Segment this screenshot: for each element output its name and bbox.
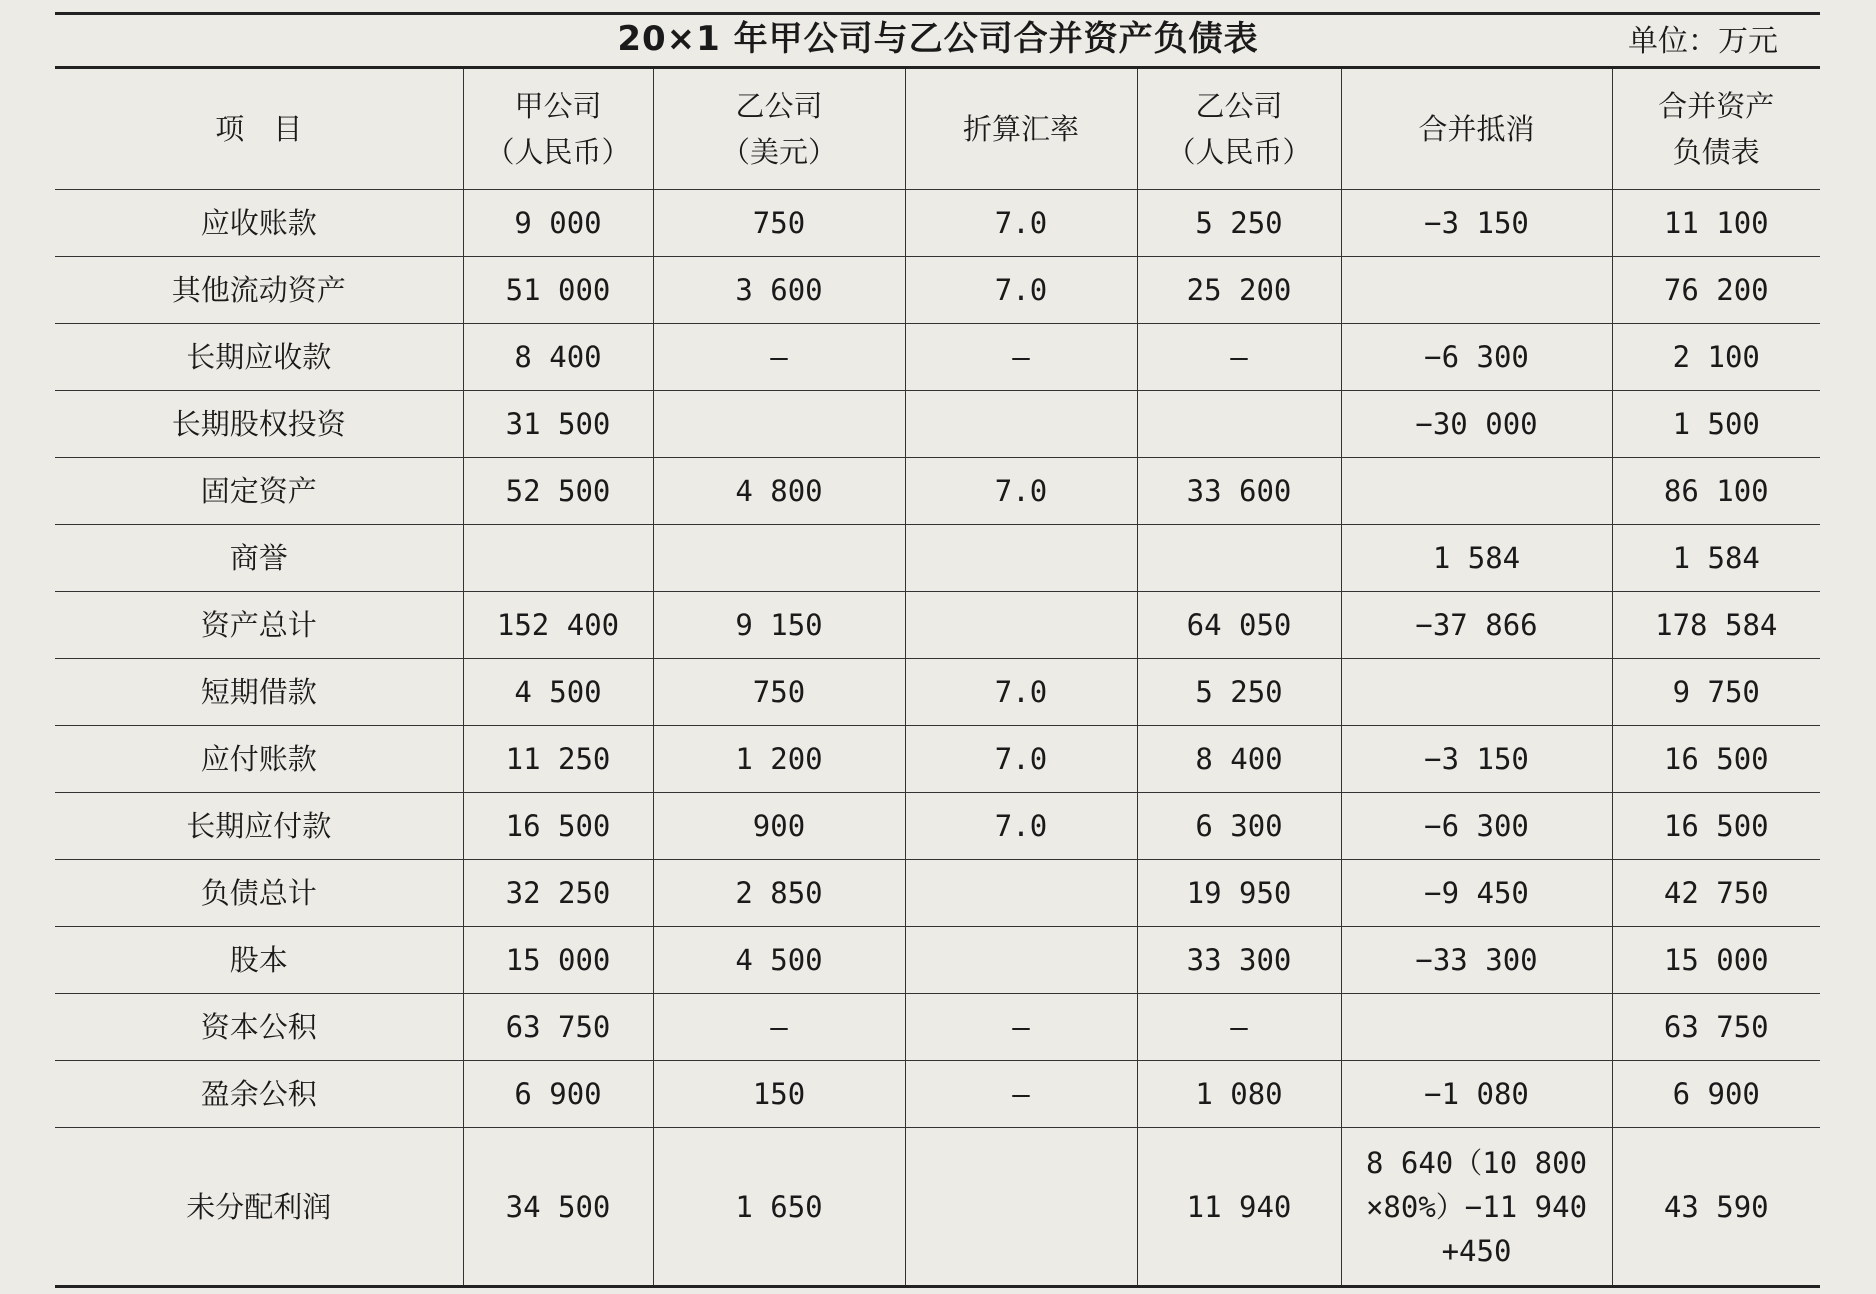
company-a-rmb-cell: 11 250: [463, 726, 653, 793]
elimination-cell: −30 000: [1341, 391, 1612, 458]
item-cell: 商誉: [55, 525, 463, 592]
unit-label: 单位：万元: [1628, 24, 1778, 59]
elimination-cell: −3 150: [1341, 726, 1612, 793]
col-header-company-b-rmb: 乙公司 （人民币）: [1137, 68, 1341, 190]
company-a-rmb-cell: 8 400: [463, 324, 653, 391]
company-b-rmb-cell: 33 600: [1137, 458, 1341, 525]
company-a-rmb-cell: 16 500: [463, 793, 653, 860]
elimination-cell: −37 866: [1341, 592, 1612, 659]
company-b-rmb-cell: [1137, 391, 1341, 458]
consolidated-cell: 43 590: [1612, 1128, 1820, 1287]
table-row: [55, 860, 1820, 927]
item-cell: 盈余公积: [55, 1061, 463, 1128]
item-cell: 其他流动资产: [55, 257, 463, 324]
elimination-cell: −6 300: [1341, 324, 1612, 391]
elimination-cell: [1341, 458, 1612, 525]
company-b-rmb-cell: 11 940: [1137, 1128, 1341, 1287]
company-b-usd-cell: 900: [653, 793, 905, 860]
item-cell: 长期应付款: [55, 793, 463, 860]
elimination-cell: −9 450: [1341, 860, 1612, 927]
consolidated-cell: 63 750: [1612, 994, 1820, 1061]
company-b-usd-cell: 3 600: [653, 257, 905, 324]
company-b-usd-cell: [653, 391, 905, 458]
exchange-rate-cell: 7.0: [905, 458, 1137, 525]
table-row: [55, 324, 1820, 391]
table-row: [55, 793, 1820, 860]
consolidated-cell: 178 584: [1612, 592, 1820, 659]
company-a-rmb-cell: 152 400: [463, 592, 653, 659]
company-b-usd-cell: 750: [653, 659, 905, 726]
company-a-rmb-cell: 15 000: [463, 927, 653, 994]
company-a-rmb-cell: 32 250: [463, 860, 653, 927]
company-b-usd-cell: 4 800: [653, 458, 905, 525]
company-a-rmb-cell: 9 000: [463, 190, 653, 257]
item-cell: 资产总计: [55, 592, 463, 659]
table-row: [55, 257, 1820, 324]
elimination-cell: −33 300: [1341, 927, 1612, 994]
exchange-rate-cell: —: [905, 324, 1137, 391]
item-cell: 短期借款: [55, 659, 463, 726]
consolidated-cell: 2 100: [1612, 324, 1820, 391]
elimination-cell: −6 300: [1341, 793, 1612, 860]
company-b-usd-cell: [653, 525, 905, 592]
company-b-rmb-cell: 64 050: [1137, 592, 1341, 659]
company-b-usd-cell: 1 200: [653, 726, 905, 793]
table-row: [55, 659, 1820, 726]
table-row: [55, 458, 1820, 525]
exchange-rate-cell: —: [905, 994, 1137, 1061]
consolidated-cell: 6 900: [1612, 1061, 1820, 1128]
table-row: [55, 190, 1820, 257]
company-b-rmb-cell: 6 300: [1137, 793, 1341, 860]
table-row: [55, 391, 1820, 458]
consolidated-cell: 11 100: [1612, 190, 1820, 257]
table-row: [55, 927, 1820, 994]
table-row: [55, 1061, 1820, 1128]
consolidated-cell: 1 584: [1612, 525, 1820, 592]
item-cell: 长期应收款: [55, 324, 463, 391]
company-b-usd-cell: —: [653, 324, 905, 391]
table-row: [55, 1128, 1820, 1287]
consolidated-cell: 15 000: [1612, 927, 1820, 994]
elimination-note-line: 8 640（10 800: [1365, 1145, 1588, 1180]
elimination-cell: [1341, 994, 1612, 1061]
item-cell: 股本: [55, 927, 463, 994]
exchange-rate-cell: 7.0: [905, 257, 1137, 324]
company-b-rmb-cell: 5 250: [1137, 659, 1341, 726]
item-cell: 负债总计: [55, 860, 463, 927]
company-b-rmb-cell: [1137, 525, 1341, 592]
company-a-rmb-cell: 6 900: [463, 1061, 653, 1128]
elimination-cell: 1 584: [1341, 525, 1612, 592]
company-b-usd-cell: 2 850: [653, 860, 905, 927]
header-row: [55, 68, 1820, 190]
col-header-consolidated: 合并资产 负债表: [1612, 68, 1820, 190]
table-row: [55, 592, 1820, 659]
company-b-rmb-cell: 5 250: [1137, 190, 1341, 257]
elimination-cell: [1341, 1128, 1612, 1287]
elimination-note-line: +450: [1441, 1233, 1512, 1268]
company-b-rmb-cell: —: [1137, 994, 1341, 1061]
exchange-rate-cell: 7.0: [905, 190, 1137, 257]
item-cell: 未分配利润: [55, 1128, 463, 1287]
consolidated-cell: 76 200: [1612, 257, 1820, 324]
company-b-usd-cell: —: [653, 994, 905, 1061]
company-a-rmb-cell: 4 500: [463, 659, 653, 726]
company-b-usd-cell: 4 500: [653, 927, 905, 994]
exchange-rate-cell: 7.0: [905, 659, 1137, 726]
company-b-rmb-cell: 1 080: [1137, 1061, 1341, 1128]
exchange-rate-cell: 7.0: [905, 726, 1137, 793]
company-b-rmb-cell: 8 400: [1137, 726, 1341, 793]
item-cell: 应付账款: [55, 726, 463, 793]
company-a-rmb-cell: [463, 525, 653, 592]
elimination-cell: −1 080: [1341, 1061, 1612, 1128]
exchange-rate-cell: [905, 391, 1137, 458]
company-b-rmb-cell: 25 200: [1137, 257, 1341, 324]
company-b-rmb-cell: 33 300: [1137, 927, 1341, 994]
item-cell: 资本公积: [55, 994, 463, 1061]
item-cell: 长期股权投资: [55, 391, 463, 458]
col-header-elimination: 合并抵消: [1341, 68, 1612, 190]
table-row: [55, 726, 1820, 793]
company-b-rmb-cell: 19 950: [1137, 860, 1341, 927]
item-cell: 固定资产: [55, 458, 463, 525]
table-title: 20×1 年甲公司与乙公司合并资产负债表: [617, 19, 1259, 59]
consolidated-cell: 16 500: [1612, 793, 1820, 860]
elimination-cell: [1341, 659, 1612, 726]
col-header-company-b-usd: 乙公司 （美元）: [653, 68, 905, 190]
consolidated-cell: 86 100: [1612, 458, 1820, 525]
exchange-rate-cell: [905, 927, 1137, 994]
elimination-cell: [1341, 257, 1612, 324]
exchange-rate-cell: [905, 1128, 1137, 1287]
company-a-rmb-cell: 34 500: [463, 1128, 653, 1287]
item-cell: 应收账款: [55, 190, 463, 257]
exchange-rate-cell: 7.0: [905, 793, 1137, 860]
company-b-usd-cell: 750: [653, 190, 905, 257]
company-b-rmb-cell: —: [1137, 324, 1341, 391]
table-row: [55, 525, 1820, 592]
company-a-rmb-cell: 31 500: [463, 391, 653, 458]
exchange-rate-cell: [905, 860, 1137, 927]
exchange-rate-cell: [905, 525, 1137, 592]
company-a-rmb-cell: 51 000: [463, 257, 653, 324]
exchange-rate-cell: —: [905, 1061, 1137, 1128]
company-b-usd-cell: 150: [653, 1061, 905, 1128]
col-header-item: 项 目: [55, 68, 463, 190]
consolidated-balance-sheet-table: [55, 66, 1820, 1288]
company-b-usd-cell: 1 650: [653, 1128, 905, 1287]
elimination-cell: −3 150: [1341, 190, 1612, 257]
company-b-usd-cell: 9 150: [653, 592, 905, 659]
company-a-rmb-cell: 52 500: [463, 458, 653, 525]
consolidated-cell: 16 500: [1612, 726, 1820, 793]
col-header-company-a-rmb: 甲公司 （人民币）: [463, 68, 653, 190]
consolidated-cell: 9 750: [1612, 659, 1820, 726]
company-a-rmb-cell: 63 750: [463, 994, 653, 1061]
table-row: [55, 994, 1820, 1061]
consolidated-cell: 42 750: [1612, 860, 1820, 927]
col-header-exchange-rate: 折算汇率: [905, 68, 1137, 190]
consolidated-cell: 1 500: [1612, 391, 1820, 458]
exchange-rate-cell: [905, 592, 1137, 659]
table-body: [55, 190, 1820, 1287]
elimination-note-line: ×80%）−11 940: [1365, 1189, 1588, 1224]
